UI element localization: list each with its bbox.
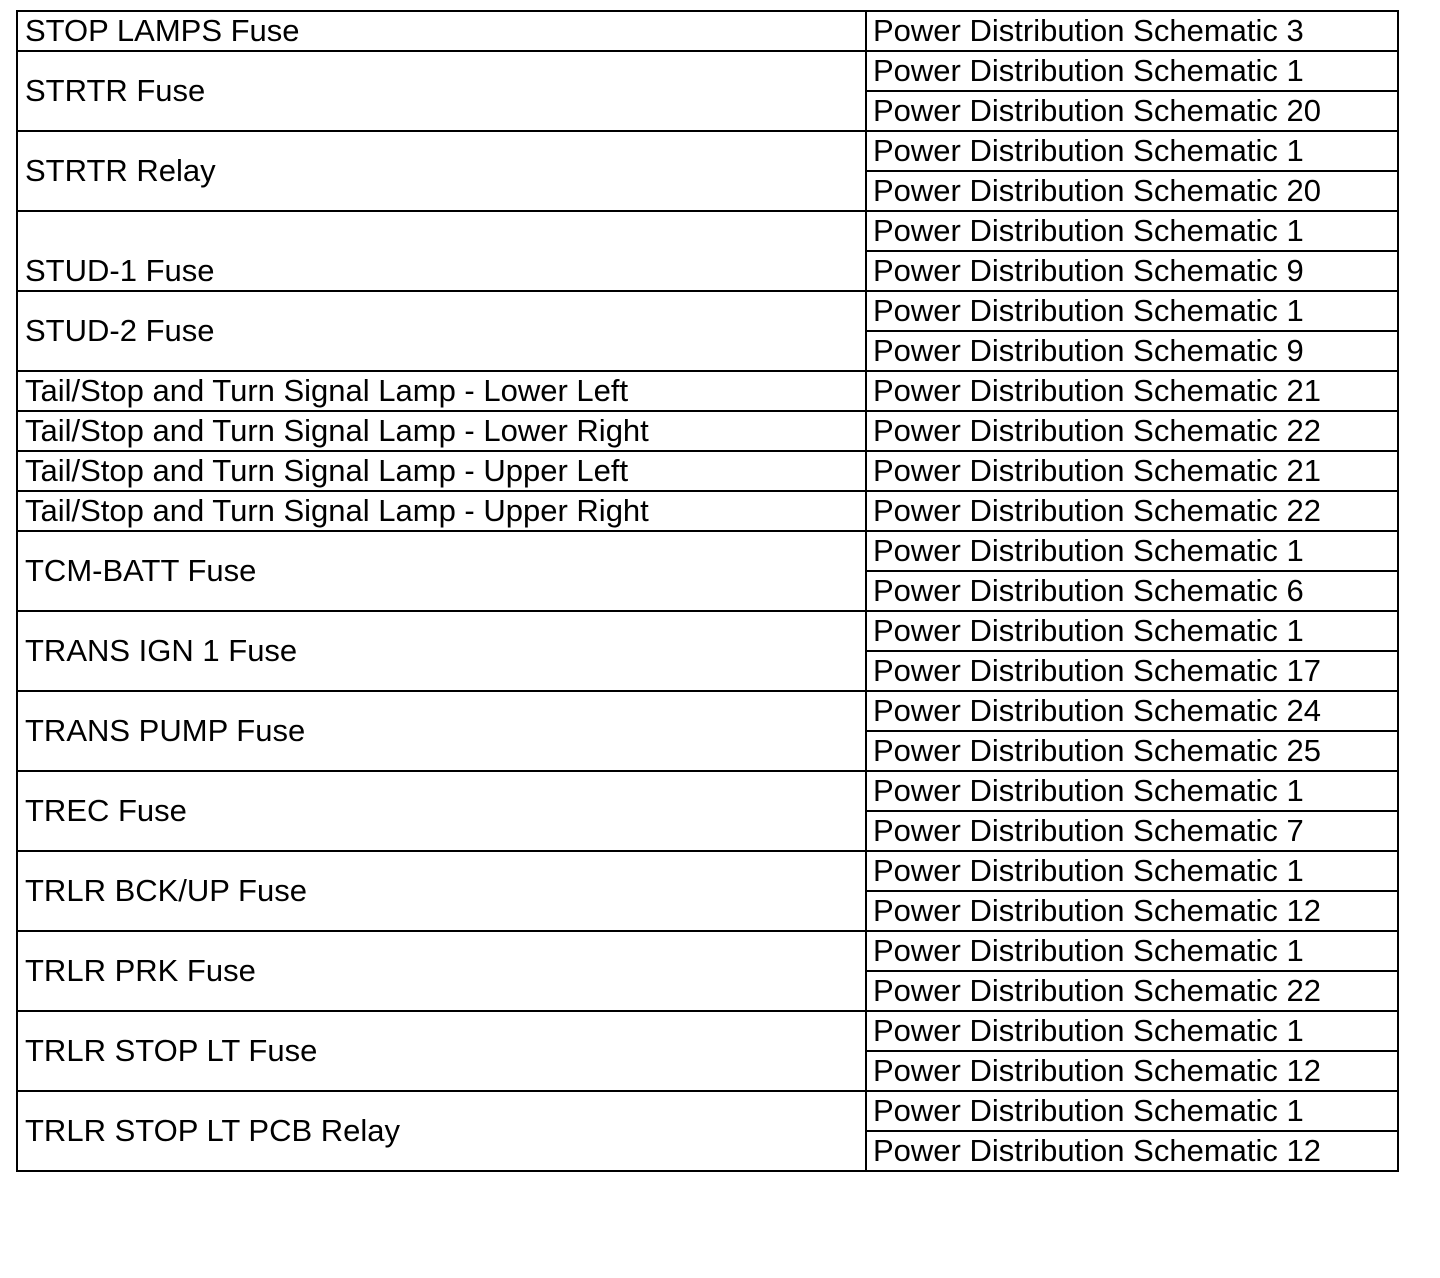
schematic-reference-cell: Power Distribution Schematic 1 — [866, 611, 1398, 651]
schematic-reference-cell: Power Distribution Schematic 21 — [866, 371, 1398, 411]
schematic-reference-cell: Power Distribution Schematic 1 — [866, 931, 1398, 971]
schematic-reference-cell: Power Distribution Schematic 24 — [866, 691, 1398, 731]
table-row — [17, 1011, 1398, 1051]
schematic-reference-cell: Power Distribution Schematic 22 — [866, 491, 1398, 531]
table-row — [17, 1091, 1398, 1131]
component-name-cell: TREC Fuse — [17, 771, 866, 851]
table-row — [17, 771, 1398, 811]
schematic-reference-cell: Power Distribution Schematic 21 — [866, 451, 1398, 491]
component-name-cell: TRLR STOP LT PCB Relay — [17, 1091, 866, 1171]
component-name-cell: TRANS PUMP Fuse — [17, 691, 866, 771]
schematic-reference-cell: Power Distribution Schematic 1 — [866, 771, 1398, 811]
component-name-cell: TRLR PRK Fuse — [17, 931, 866, 1011]
schematic-reference-cell: Power Distribution Schematic 22 — [866, 411, 1398, 451]
component-name-cell: Tail/Stop and Turn Signal Lamp - Upper Left — [17, 451, 866, 491]
table-row — [17, 491, 1398, 531]
schematic-reference-cell: Power Distribution Schematic 6 — [866, 571, 1398, 611]
schematic-reference-cell: Power Distribution Schematic 12 — [866, 1131, 1398, 1171]
table-row — [17, 291, 1398, 331]
schematic-reference-cell: Power Distribution Schematic 1 — [866, 1091, 1398, 1131]
table-row — [17, 11, 1398, 51]
table-row — [17, 411, 1398, 451]
schematic-reference-cell: Power Distribution Schematic 20 — [866, 91, 1398, 131]
component-name-cell: Tail/Stop and Turn Signal Lamp - Lower Left — [17, 371, 866, 411]
component-name-cell: TCM-BATT Fuse — [17, 531, 866, 611]
schematic-reference-cell: Power Distribution Schematic 1 — [866, 211, 1398, 251]
table-row — [17, 611, 1398, 651]
table-row — [17, 371, 1398, 411]
component-name-cell: STOP LAMPS Fuse — [17, 11, 866, 51]
schematic-reference-cell: Power Distribution Schematic 1 — [866, 291, 1398, 331]
schematic-reference-cell: Power Distribution Schematic 1 — [866, 851, 1398, 891]
table-row — [17, 451, 1398, 491]
component-name-cell: STUD-1 Fuse — [17, 211, 866, 291]
schematic-reference-cell: Power Distribution Schematic 7 — [866, 811, 1398, 851]
component-name-cell: TRLR BCK/UP Fuse — [17, 851, 866, 931]
table-row — [17, 211, 1398, 251]
schematic-reference-cell: Power Distribution Schematic 17 — [866, 651, 1398, 691]
schematic-reference-cell: Power Distribution Schematic 9 — [866, 251, 1398, 291]
table-row — [17, 851, 1398, 891]
table-row — [17, 51, 1398, 91]
schematic-reference-cell: Power Distribution Schematic 12 — [866, 891, 1398, 931]
schematic-reference-cell: Power Distribution Schematic 1 — [866, 131, 1398, 171]
component-name-cell: Tail/Stop and Turn Signal Lamp - Lower Right — [17, 411, 866, 451]
table-row — [17, 131, 1398, 171]
component-name-cell: TRANS IGN 1 Fuse — [17, 611, 866, 691]
table-row — [17, 691, 1398, 731]
schematic-reference-cell: Power Distribution Schematic 1 — [866, 1011, 1398, 1051]
schematic-reference-cell: Power Distribution Schematic 3 — [866, 11, 1398, 51]
schematic-reference-cell: Power Distribution Schematic 20 — [866, 171, 1398, 211]
schematic-reference-cell: Power Distribution Schematic 1 — [866, 51, 1398, 91]
schematic-reference-cell: Power Distribution Schematic 12 — [866, 1051, 1398, 1091]
schematic-reference-cell: Power Distribution Schematic 1 — [866, 531, 1398, 571]
component-name-cell: Tail/Stop and Turn Signal Lamp - Upper Right — [17, 491, 866, 531]
component-index-table — [16, 10, 1399, 1172]
component-name-cell: TRLR STOP LT Fuse — [17, 1011, 866, 1091]
table-row — [17, 531, 1398, 571]
component-name-cell: STRTR Relay — [17, 131, 866, 211]
table-body — [17, 11, 1398, 1171]
schematic-reference-cell: Power Distribution Schematic 22 — [866, 971, 1398, 1011]
table-row — [17, 931, 1398, 971]
component-name-cell: STRTR Fuse — [17, 51, 866, 131]
component-name-cell: STUD-2 Fuse — [17, 291, 866, 371]
schematic-reference-cell: Power Distribution Schematic 25 — [866, 731, 1398, 771]
schematic-reference-cell: Power Distribution Schematic 9 — [866, 331, 1398, 371]
